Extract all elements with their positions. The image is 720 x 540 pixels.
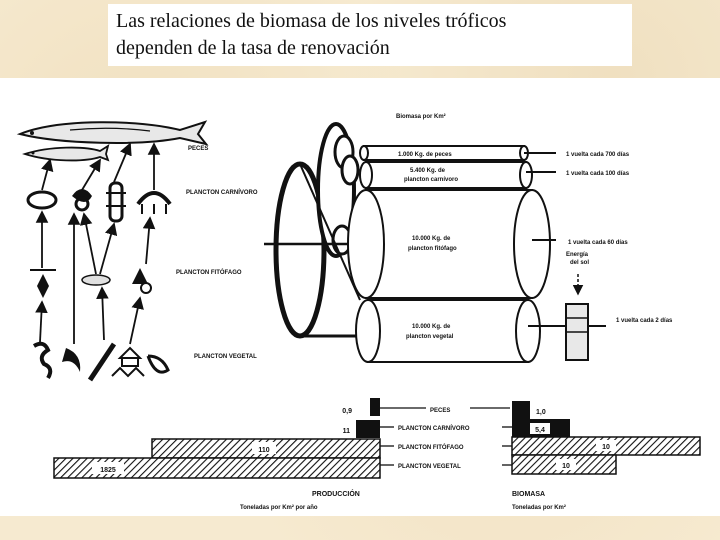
- drum-vegetable-label-2: plancton vegetal: [406, 334, 454, 340]
- drum-phytophagous-label-2: plancton fitófago: [408, 246, 457, 252]
- drum-vegetable-turnover: 1 vuelta cada 2 días: [616, 318, 673, 324]
- drum-vegetable-label-1: 10.000 Kg. de: [412, 324, 451, 330]
- biomass-units: Toneladas por Km²: [512, 505, 566, 511]
- food-web-label-fish: PECES: [188, 146, 209, 152]
- drum-phytophagous-label-1: 10.000 Kg. de: [412, 236, 451, 242]
- biomass-figure: [0, 78, 720, 516]
- pyramid-label-fish: PECES: [430, 408, 451, 414]
- phytophagous-plankton-icons: [30, 268, 151, 298]
- fish-icon: [20, 122, 206, 144]
- drum-phytophagous: [348, 190, 556, 298]
- pyramid-label-phytophagous: PLANCTON FITÓFAGO: [398, 445, 464, 451]
- biomass-pyramid: [512, 401, 700, 511]
- figure-svg: [0, 78, 720, 516]
- turnover-drums: [264, 113, 673, 362]
- solar-paddle-icon: [566, 304, 588, 360]
- biomass-value-phytophagous: 10: [602, 444, 610, 451]
- production-value-phytophagous: 110: [258, 447, 270, 454]
- production-bar-carnivorous: [356, 420, 380, 438]
- pyramids: [54, 398, 700, 511]
- drum-fish-label: 1.000 Kg. de peces: [398, 152, 452, 158]
- pyramid-label-carnivorous: PLANCTON CARNÍVORO: [398, 426, 470, 432]
- food-web: [20, 122, 258, 380]
- biomass-title: BIOMASA: [512, 491, 546, 498]
- production-value-carnivorous: 11: [342, 428, 350, 435]
- biomass-value-vegetable: 10: [562, 463, 570, 470]
- drum-carnivorous-turnover: 1 vuelta cada 100 días: [566, 171, 630, 177]
- small-pulley-wheel-2: [342, 156, 358, 184]
- small-fish-icon: [25, 146, 108, 160]
- production-pyramid: [54, 398, 380, 511]
- production-bar-fish: [370, 398, 380, 416]
- carnivorous-plankton-icons: [28, 183, 170, 221]
- drum-phytophagous-turnover: 1 vuelta cada 60 días: [568, 240, 628, 246]
- biomass-value-carnivorous: 5,4: [535, 427, 545, 434]
- title-line-2: dependen de la tasa de renovación: [116, 37, 390, 59]
- food-web-label-phytophagous: PLANCTON FITÓFAGO: [176, 270, 242, 276]
- pyramid-label-vegetable: PLANCTON VEGETAL: [398, 464, 461, 470]
- production-units: Toneladas por Km² por año: [240, 505, 318, 511]
- drums-header: Biomasa por Km²: [396, 114, 446, 120]
- sun-label-1: Energía: [566, 252, 589, 258]
- biomass-bar-fish: [512, 401, 530, 419]
- pyramid-connector-lines: [380, 408, 512, 465]
- drum-carnivorous-label-1: 5.400 Kg. de: [410, 168, 446, 174]
- slide-title: [108, 4, 632, 66]
- biomass-value-fish: 1,0: [536, 409, 546, 416]
- drum-carnivorous: [360, 162, 556, 188]
- production-title: PRODUCCIÓN: [312, 491, 360, 498]
- drum-fish-turnover: 1 vuelta cada 700 días: [566, 152, 630, 158]
- sun-label-2: del sol: [570, 260, 590, 266]
- production-value-vegetable: 1825: [100, 467, 116, 474]
- food-web-label-carnivorous: PLANCTON CARNÍVORO: [186, 190, 258, 196]
- food-web-label-vegetable: PLANCTON VEGETAL: [194, 354, 257, 360]
- drum-fish: [360, 146, 556, 160]
- food-web-arrows: [40, 144, 154, 344]
- vegetable-plankton-icons: [34, 344, 168, 380]
- drum-carnivorous-label-2: plancton carnívoro: [404, 177, 459, 183]
- title-line-1: Las relaciones de biomasa de los niveles tróficos: [116, 10, 507, 32]
- production-value-fish: 0,9: [342, 408, 352, 415]
